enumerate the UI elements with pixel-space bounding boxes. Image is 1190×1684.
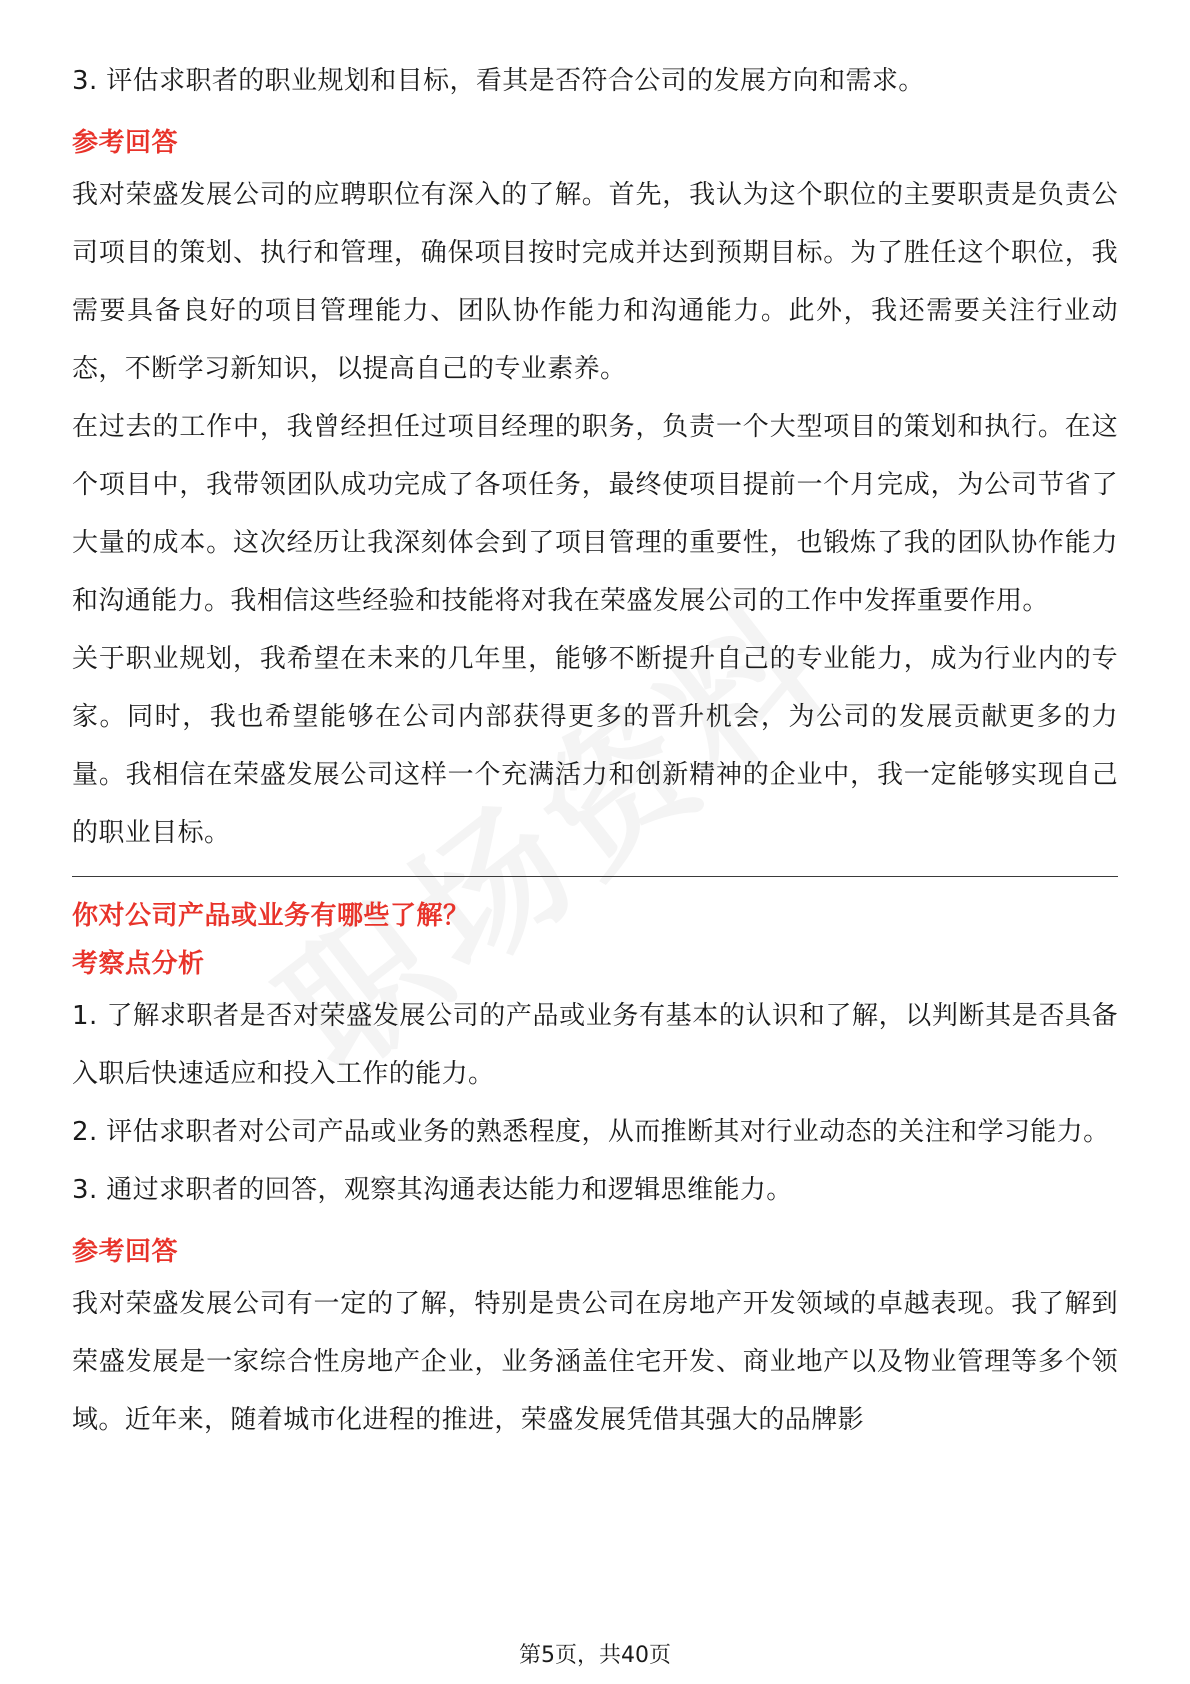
page-content [72,52,1118,1449]
page-number: 第5页，共40页 [519,1643,671,1668]
reference-answer-heading: 参考回答 [72,1237,179,1267]
analysis-heading: 考察点分析 [72,949,205,979]
question-heading: 你对公司产品或业务有哪些了解？ [72,901,470,931]
analysis-item: 3. 通过求职者的回答，观察其沟通表达能力和逻辑思维能力。 [72,1175,793,1205]
answer-paragraph: 我对荣盛发展公司有一定的了解，特别是贵公司在房地产开发领域的卓越表现。我了解到荣盛发展是一家综合性房地产企业，业务涵盖住宅开发、商业地产以及物业管理等多个领域。近年来，随着城市化进程的推进，荣盛发展凭借其强大的品牌影 [72,1289,1118,1435]
reference-answer-heading: 参考回答 [72,128,179,158]
answer-paragraph: 关于职业规划，我希望在未来的几年里，能够不断提升自己的专业能力，成为行业内的专家。同时，我也希望能够在公司内部获得更多的晋升机会，为公司的发展贡献更多的力量。我相信在荣盛发展公司这样一个充满活力和创新精神的企业中，我一定能够实现自己的职业目标。 [72,644,1118,848]
section-divider [72,876,1118,877]
answer-paragraph: 在过去的工作中，我曾经担任过项目经理的职务，负责一个大型项目的策划和执行。在这个项目中，我带领团队成功完成了各项任务，最终使项目提前一个月完成，为公司节省了大量的成本。这次经历让我深刻体会到了项目管理的重要性，也锻炼了我的团队协作能力和沟通能力。我相信这些经验和技能将对我在荣盛发展公司的工作中发挥重要作用。 [72,412,1118,616]
analysis-item: 2. 评估求职者对公司产品或业务的熟悉程度，从而推断其对行业动态的关注和学习能力。 [72,1117,1110,1147]
analysis-item: 1. 了解求职者是否对荣盛发展公司的产品或业务有基本的认识和了解，以判断其是否具备入职后快速适应和投入工作的能力。 [72,1001,1118,1089]
answer-paragraph: 我对荣盛发展公司的应聘职位有深入的了解。首先，我认为这个职位的主要职责是负责公司项目的策划、执行和管理，确保项目按时完成并达到预期目标。为了胜任这个职位，我需要具备良好的项目管理能力、团队协作能力和沟通能力。此外，我还需要关注行业动态，不断学习新知识，以提高自己的专业素养。 [72,180,1118,384]
analysis-item-3: 3. 评估求职者的职业规划和目标，看其是否符合公司的发展方向和需求。 [72,66,925,96]
